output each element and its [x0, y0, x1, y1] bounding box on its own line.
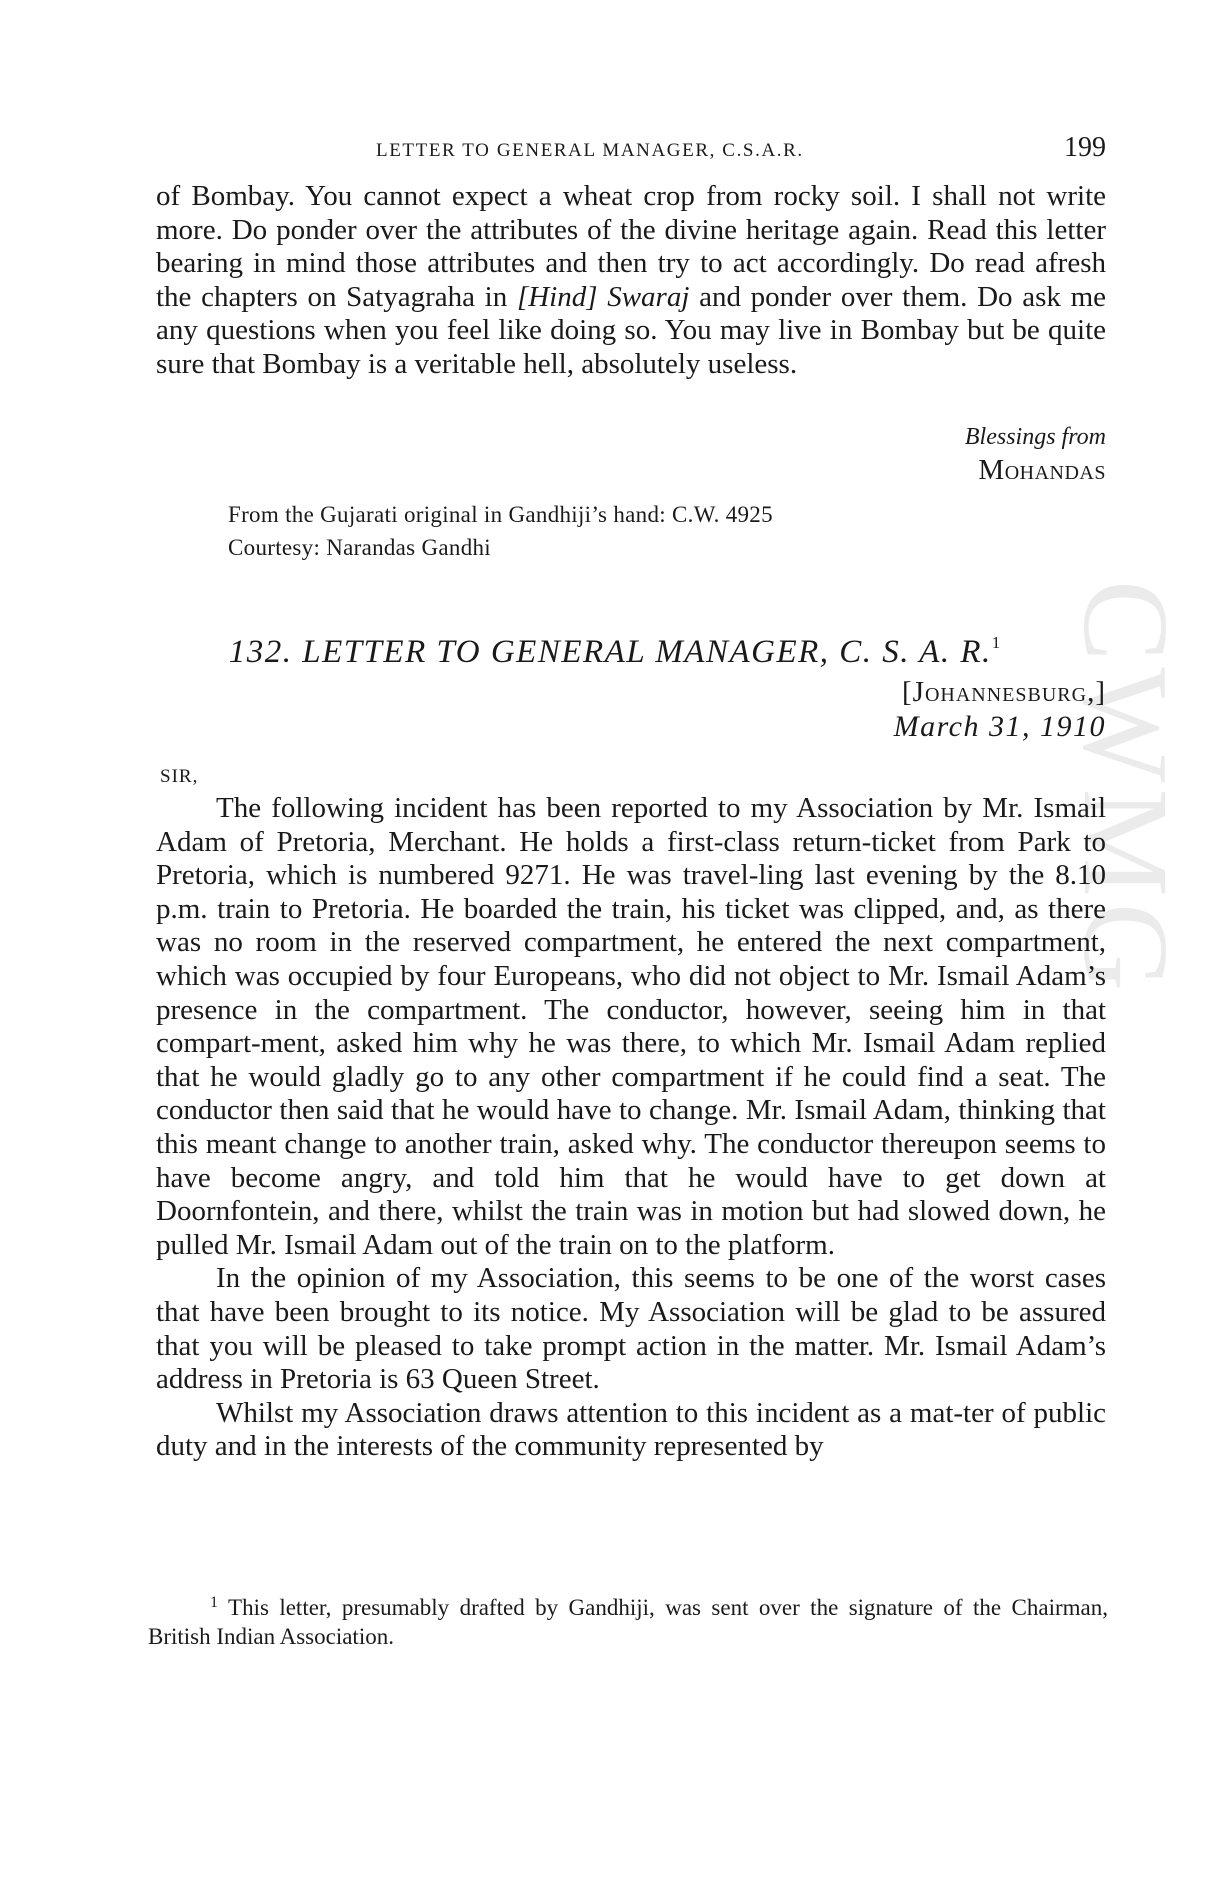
- letter-paragraph-2: In the opinion of my Association, this seems to be one of the worst cases that have been brought to its notice. My Association will be glad to be assured that you will be pleased to take prompt action in the matter. Mr. Ismail Adam’s address in Pretoria is 63 Queen Street.: [156, 1262, 1106, 1396]
- hind-word: [Hind]: [516, 280, 598, 313]
- blessings-line: Blessings from: [964, 424, 1106, 450]
- continuation-text-end: and ponder over them. Do ask me any questions when you feel like doing so. You may live in Bombay but be quite sure that Bombay is a veritable hell, absolutely useless.: [156, 280, 1107, 380]
- source-line-2: Courtesy: Narandas Gandhi: [228, 535, 491, 560]
- footnote-text: This letter, presumably drafted by Gandhiji, was sent over the signature of the Chairman, British Indian Association.: [148, 1595, 1108, 1649]
- heading-footnote-ref: 1: [991, 633, 1001, 652]
- continuation-text: [156, 180, 1106, 382]
- page-number: 199: [1064, 132, 1106, 163]
- continuation-text-start: of Bombay. You cannot expect a wheat crop from rocky soil. I shall not write more. Do ponder over the attributes of the divine heritage again. Read this letter bearing in mind those attributes and then try to act accordingly. Do read afresh the chapters on Satyagraha in: [156, 180, 1106, 313]
- salutation: SIR,: [160, 766, 199, 787]
- letter-paragraph-1: The following incident has been reported to my Association by Mr. Ismail Adam of Pretoria, Merchant. He holds a first-class return-ticket from Park to Pretoria, which is numbered 9271. He was travel-ling last evening by the 8.10 p.m. train to Pretoria. He boarded the train, his ticket was clipped, and, as there was no room in the reserved compartment, he entered the next compartment, which was occupied by four Europeans, who did not object to Mr. Ismail Adam’s presence in the compartment. The conductor, however, seeing him in that compart-ment, asked him why he was there, to which Mr. Ismail Adam replied that he would gladly go to any other compartment if he could find a seat. The conductor then said that he would have to change. Mr. Ismail Adam, thinking that this meant change to another train, asked why. The conductor thereupon seems to have become angry, and told him that he would have to get down at Doornfontein, and there, whilst the train was in motion but had slowed down, he pulled Mr. Ismail Adam out of the train on to the platform.: [156, 792, 1106, 1261]
- continuation-paragraph: [156, 180, 1106, 382]
- running-head: [156, 132, 1106, 172]
- dateline-date: March 31, 1910: [893, 710, 1106, 743]
- swaraj-word: Swaraj: [607, 280, 690, 313]
- dateline-place: [Johannesburg,]: [902, 676, 1106, 708]
- footnote-marker: 1: [210, 1594, 218, 1611]
- heading-number: 132.: [228, 634, 293, 670]
- watermark-text: CWMG: [1058, 580, 1193, 998]
- heading-title: LETTER TO GENERAL MANAGER, C. S. A. R.: [302, 634, 992, 670]
- signature-name: Mohandas: [978, 454, 1106, 486]
- footnote-body: [148, 1588, 1108, 1651]
- footnote: [148, 1588, 1108, 1651]
- source-line-1: From the Gujarati original in Gandhiji’s hand: C.W. 4925: [228, 502, 773, 527]
- letter-body: [156, 792, 1106, 1464]
- running-title: LETTER TO GENERAL MANAGER, C.S.A.R.: [376, 140, 804, 161]
- letter-paragraph-3: Whilst my Association draws attention to this incident as a mat-ter of public duty and in the interests of the community represented by: [156, 1396, 1106, 1463]
- document-heading: [0, 633, 1229, 671]
- source-note: [228, 498, 773, 564]
